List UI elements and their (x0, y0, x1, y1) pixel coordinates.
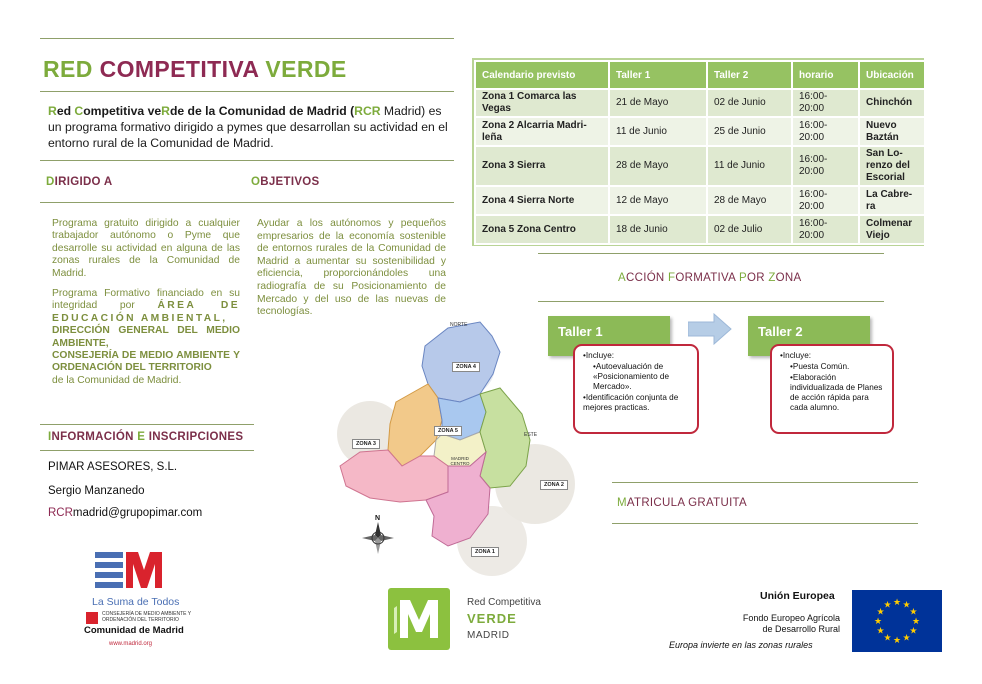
intro-text: ompetitiva ve (83, 104, 162, 118)
header-ubicacion: Ubicación (859, 61, 925, 89)
eu-star-icon: ★ (876, 625, 885, 636)
rcr-m-icon (388, 588, 450, 650)
text: CONSEJERÍA DE MEDIO AMBIENTE Y ORDENACIÓN DEL TERRITORIO (52, 350, 240, 374)
zone-5-label: ZONA 5 (434, 426, 462, 436)
objetivos-heading (251, 176, 320, 188)
eu-star-icon: ★ (909, 625, 918, 636)
schedule-header-row (475, 61, 925, 89)
madrid-consejeria: CONSEJERÍA DE MEDIO AMBIENTE Y ORDENACIÓN DEL TERRITORIO (102, 611, 192, 623)
taller2-cell: 11 de Junio (707, 146, 792, 186)
madrid-zones-map (330, 316, 580, 578)
top-rule (40, 38, 454, 39)
schedule-table (474, 60, 926, 245)
eu-star-icon: ★ (892, 597, 902, 607)
taller1-box: Taller 1 (548, 316, 670, 356)
header-taller2: Taller 2 (707, 61, 792, 89)
heading-initial: E (137, 431, 146, 443)
heading-initial: M (617, 497, 627, 509)
accion-heading (618, 272, 802, 284)
horario-cell: 16:00-20:00 (792, 89, 859, 117)
list-item: •Elaboración individualizada de Planes de acción rápida para cada alumno. (790, 373, 883, 412)
section-rule (40, 450, 254, 451)
table-row (475, 117, 925, 146)
eu-motto: Europa invierte en las zonas rurales (669, 640, 813, 650)
eu-fund-line1: Fondo Europeo Agrícola (742, 613, 840, 623)
email-rest: madrid@grupopimar.com (72, 507, 203, 519)
taller1-cell: 21 de Mayo (609, 89, 707, 117)
zone-cell: Zona 2 Alcarria Madri-leña (475, 117, 609, 146)
objetivos-body: Ayudar a los autónomos y pequeños empresarios de la economía sostenible de entornos rurales de la Comunidad de Madrid a aumentar su sostenibilidad y eficiencia, proporcionándoles una radiografía de su Posicionamiento de Mercado y del uso de las nuevas de tecnologías. (257, 218, 446, 318)
section-rule (612, 523, 918, 524)
section-rule (538, 301, 884, 302)
rcr-logo-line2: VERDE (467, 611, 517, 626)
zone-1-label: ZONA 1 (471, 547, 499, 557)
heading-rest: ONA (775, 272, 802, 284)
eu-star-icon: ★ (873, 616, 883, 626)
heading-rest: CCIÓN (625, 272, 669, 284)
madrid-tagline: La Suma de Todos (92, 596, 180, 608)
heading-rest: NSCRIPCIONES (152, 431, 244, 443)
comunidad-madrid-logo (82, 548, 202, 658)
intro-letter: RCR (354, 104, 381, 118)
map-north-label: NORTE (450, 322, 468, 328)
heading-initial: P (739, 272, 747, 284)
intro-paragraph (48, 103, 450, 151)
taller1-cell: 28 de Mayo (609, 146, 707, 186)
eu-star-icon: ★ (909, 606, 918, 617)
zone-cell: Zona 3 Sierra (475, 146, 609, 186)
title-part-verde: VERDE (265, 56, 347, 82)
madrid-url: www.madrid.org (109, 641, 153, 647)
eu-star-icon: ★ (876, 606, 885, 617)
zone-2-label: ZONA 2 (540, 480, 568, 490)
heading-rest: BJETIVOS (260, 176, 320, 188)
title-part-competitiva: COMPETITIVA (99, 56, 266, 82)
eu-star-icon: ★ (883, 632, 892, 643)
dirigido-paragraph-2 (52, 288, 240, 387)
heading-initial: Z (768, 272, 776, 284)
intro-letter: C (74, 104, 84, 118)
taller1-cell: 12 de Mayo (609, 186, 707, 215)
compass-north-label: N (375, 515, 381, 522)
heading-rest: NFORMACIÓN (51, 431, 138, 443)
madrid-mm-icon (82, 548, 202, 600)
intro-letter: R (161, 104, 170, 118)
table-row (475, 89, 925, 117)
incluye-label: •Incluye: (583, 351, 615, 360)
taller2-cell: 28 de Mayo (707, 186, 792, 215)
eu-star-icon: ★ (883, 599, 892, 610)
zone-cell: Zona 4 Sierra Norte (475, 186, 609, 215)
eu-star-icon: ★ (902, 599, 911, 610)
eu-star-icon: ★ (892, 635, 902, 645)
heading-rest: ATRICULA GRATUITA (626, 497, 748, 509)
horario-cell: 16:00-20:00 (792, 146, 859, 186)
eu-stars-icon (852, 590, 942, 652)
title-rule (40, 91, 454, 92)
title-part-red: RED (43, 56, 100, 82)
zone-4-label: ZONA 4 (452, 362, 480, 372)
intro-text: de de la Comunidad de Madrid ( (169, 104, 355, 118)
zone-cell: Zona 5 Zona Centro (475, 215, 609, 244)
ubicacion-cell: La Cabre-ra (859, 186, 925, 215)
eu-fund (724, 613, 840, 635)
list-item: •Identificación conjunta de mejores practicas. (583, 393, 679, 412)
header-calendario: Calendario previsto (475, 61, 609, 89)
ubicacion-cell: Nuevo Baztán (859, 117, 925, 146)
section-rule (538, 253, 884, 254)
ubicacion-cell: Chinchón (859, 89, 925, 117)
eu-star-icon: ★ (911, 616, 921, 626)
taller1-cell: 11 de Junio (609, 117, 707, 146)
taller2-details (770, 344, 894, 434)
horario-cell: 16:00-20:00 (792, 215, 859, 244)
heading-initial: A (618, 272, 626, 284)
madrid-name: Comunidad de Madrid (84, 625, 184, 636)
madrid-flag-icon (86, 612, 98, 624)
rcr-logo-line1: Red Competitiva (467, 597, 541, 608)
eu-star-icon: ★ (902, 632, 911, 643)
zone-3-label: ZONA 3 (352, 439, 380, 449)
heading-initial: F (668, 272, 676, 284)
table-row (475, 186, 925, 215)
section-rule (612, 482, 918, 483)
ubicacion-cell: Colmenar Viejo (859, 215, 925, 244)
rcr-logo-icon (388, 588, 450, 650)
heading-initial: O (251, 176, 261, 188)
section-rule (40, 424, 254, 425)
rcr-logo-line3: MADRID (467, 630, 510, 641)
dirigido-body (52, 218, 240, 395)
intro-letter: R (48, 104, 57, 118)
text: de la Comunidad de Madrid. (52, 374, 182, 386)
heading-rest: IRIGIDO A (54, 176, 113, 188)
intro-text: Madrid) es un programa formativo dirigido a pymes que desarrollan su actividad en el entorno rural de la Comunidad de Madrid. (48, 104, 448, 150)
contact-email[interactable] (48, 507, 202, 519)
ubicacion-cell: San Lo-renzo del Escorial (859, 146, 925, 186)
dirigido-heading (46, 176, 112, 188)
arrow-right-icon (688, 313, 732, 345)
company-name: PIMAR ASESORES, S.L. (48, 461, 178, 473)
page-title (43, 56, 347, 83)
header-taller1: Taller 1 (609, 61, 707, 89)
info-heading (48, 431, 243, 443)
email-prefix: RCR (48, 507, 73, 519)
heading-rest: OR (746, 272, 769, 284)
section-rule (40, 202, 454, 203)
taller1-cell: 18 de Junio (609, 215, 707, 244)
taller2-cell: 25 de Junio (707, 117, 792, 146)
map-east-label: ESTE (524, 432, 538, 438)
dirigido-paragraph-1: Programa gratuito dirigido a cualquier trabajador autónomo o Pyme que desarrolle su actividad en alguna de las zonas rurales de la Comunidad de Madrid. (52, 218, 240, 279)
heading-initial: I (48, 431, 52, 443)
taller2-box: Taller 2 (748, 316, 870, 356)
table-row (475, 215, 925, 244)
taller1-details (573, 344, 699, 434)
eu-title: Unión Europea (760, 590, 835, 602)
header-horario: horario (792, 61, 859, 89)
text: ÁREA DE EDUCACIÓN AMBIENTAL, (52, 300, 240, 324)
intro-text: ed (56, 104, 75, 118)
eu-flag-icon (852, 590, 942, 652)
text: DIRECCIÓN GENERAL DEL MEDIO AMBIENTE, (52, 325, 240, 349)
heading-rest: ORMATIVA (675, 272, 739, 284)
contact-person: Sergio Manzanedo (48, 485, 145, 497)
map-centre-label: MADRID CENTRO (450, 456, 470, 466)
taller2-cell: 02 de Julio (707, 215, 792, 244)
list-item: •Autoevaluación de «Posicionamiento de Mercado». (593, 362, 670, 391)
incluye-label: •Incluye: (780, 351, 812, 360)
horario-cell: 16:00-20:00 (792, 117, 859, 146)
list-item: •Puesta Común. (790, 362, 850, 371)
section-rule (40, 160, 454, 161)
table-row (475, 146, 925, 186)
heading-initial: D (46, 176, 55, 188)
heading-rest: I (145, 431, 153, 443)
eu-fund-line2: de Desarrollo Rural (762, 624, 840, 634)
matricula-heading (617, 497, 747, 509)
horario-cell: 16:00-20:00 (792, 186, 859, 215)
taller2-cell: 02 de Junio (707, 89, 792, 117)
zone-cell: Zona 1 Comarca las Vegas (475, 89, 609, 117)
text: Programa Formativo financiado en su integridad por (52, 288, 240, 312)
